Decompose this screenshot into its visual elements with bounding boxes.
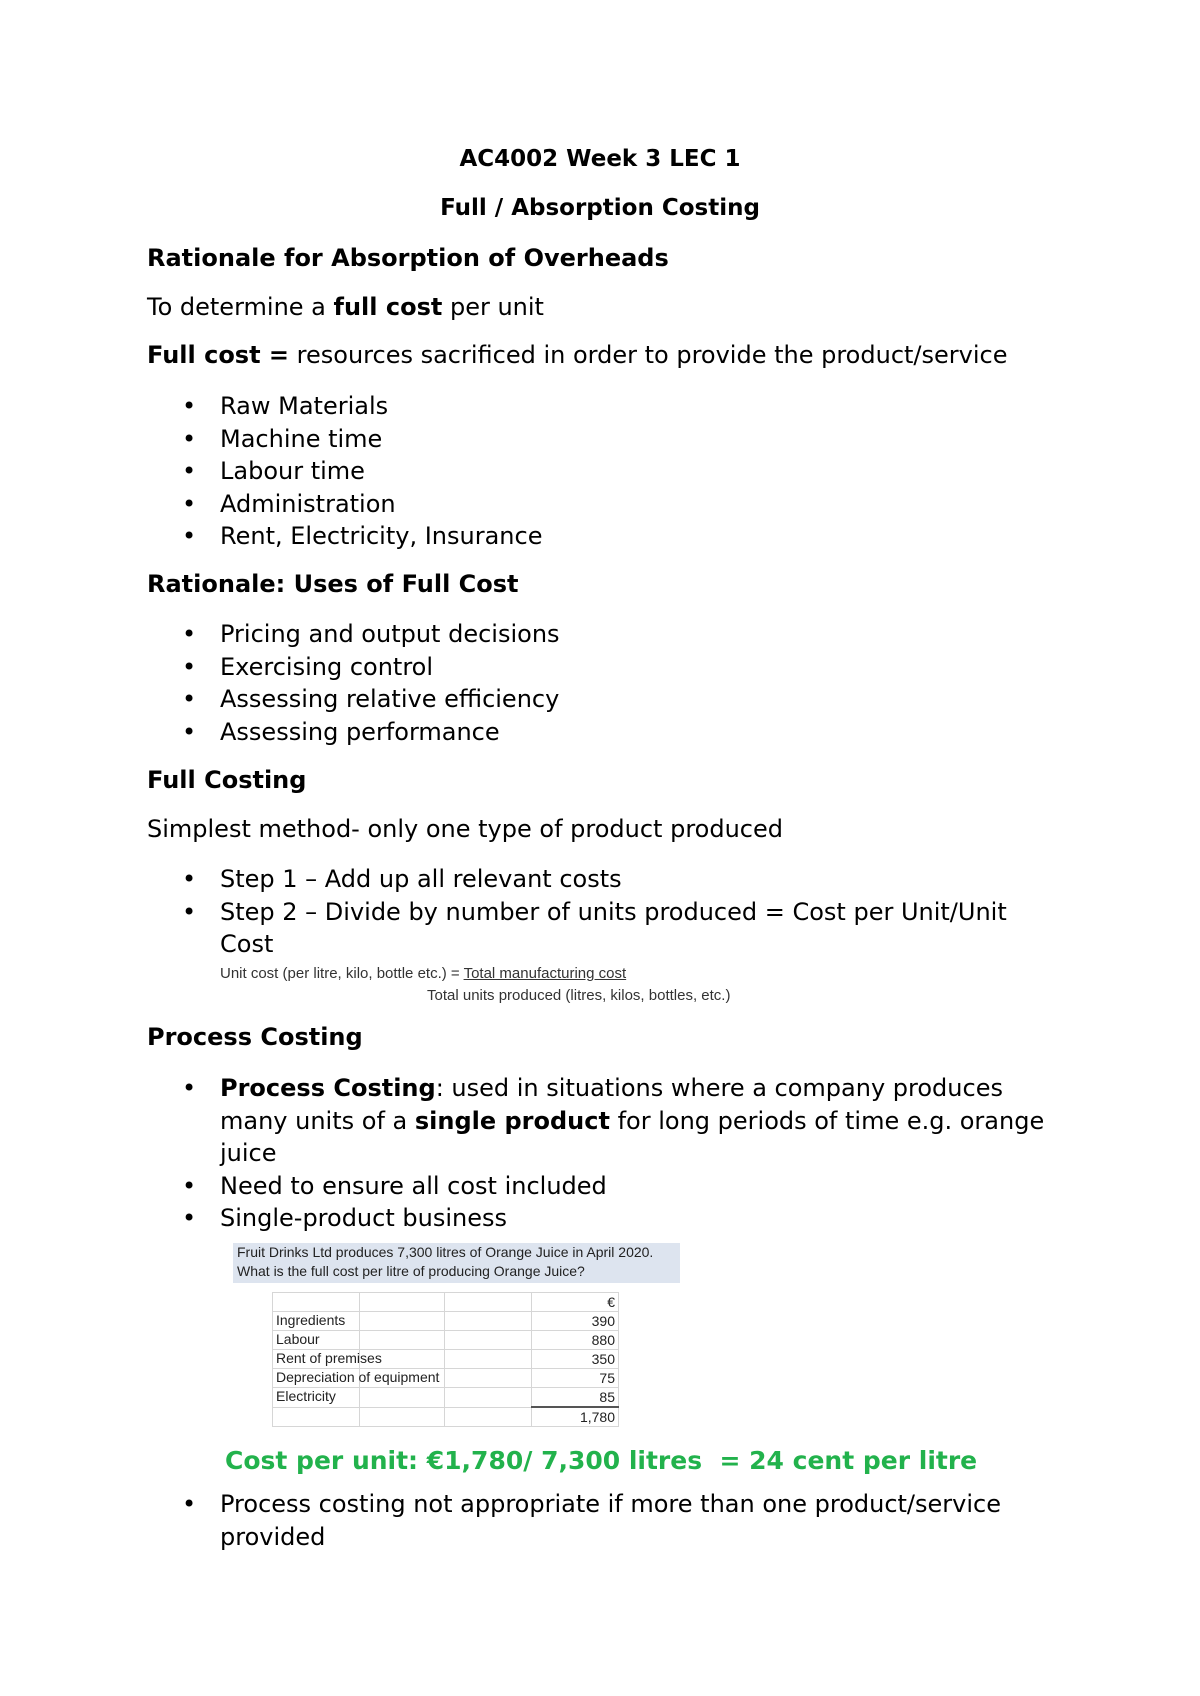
list-item: [0, 683, 560, 716]
list-item: [0, 488, 542, 521]
list-item-text: Raw Materials: [220, 392, 389, 420]
bullet-icon: •: [182, 392, 197, 420]
list-item-text: Exercising control: [220, 652, 434, 681]
list-item: [0, 716, 560, 749]
table-row: [273, 1293, 619, 1312]
bullet-icon: •: [182, 717, 197, 746]
cost-table: [272, 1292, 619, 1427]
table-row: [273, 1312, 619, 1331]
bullet-icon: •: [182, 685, 197, 713]
list-item-text: Assessing performance: [220, 717, 500, 746]
bold-text: full cost: [333, 293, 443, 321]
formula-lhs: Unit cost (per litre, kilo, bottle etc.) =: [220, 965, 464, 982]
bullet-icon: •: [182, 1171, 197, 1200]
bullet-icon: •: [182, 1204, 197, 1232]
list-item-text: Step 1 – Add up all relevant costs: [220, 865, 622, 893]
cost-value: 75: [532, 1369, 619, 1388]
cost-label: Depreciation of equipment: [276, 1369, 440, 1385]
formula-numerator: Total manufacturing cost: [463, 965, 627, 982]
text: To determine a: [147, 293, 334, 321]
table-row: [273, 1369, 619, 1388]
list-item: [0, 1202, 1060, 1235]
rationale-heading: Rationale for Absorption of Overheads: [147, 244, 669, 272]
list-item: [0, 651, 560, 684]
resources-list: [0, 390, 542, 553]
process-costing-heading: Process Costing: [147, 1023, 363, 1051]
cost-value: 85: [532, 1388, 619, 1408]
list-item-text: Machine time: [220, 424, 383, 453]
bullet-icon: •: [182, 897, 197, 926]
text: per unit: [442, 293, 544, 321]
text: resources sacrificed in order to provide the product/service: [289, 341, 1008, 369]
list-item: [0, 1072, 1060, 1170]
cost-total: 1,780: [532, 1407, 619, 1427]
table-row: [273, 1388, 619, 1408]
bullet-icon: •: [182, 652, 197, 681]
cost-value: 390: [532, 1312, 619, 1331]
bullet-icon: •: [182, 522, 197, 550]
list-item-text: Administration: [220, 489, 396, 518]
bullet-icon: •: [182, 865, 197, 893]
table-row: [273, 1407, 619, 1427]
bold-text: Full cost =: [147, 341, 290, 369]
list-item: [0, 896, 1060, 961]
cost-label: Rent of premises: [276, 1350, 382, 1366]
list-item: [0, 1170, 1060, 1203]
unit-cost-formula: [220, 965, 626, 982]
bullet-icon: •: [182, 1490, 197, 1518]
uses-heading: Rationale: Uses of Full Cost: [147, 570, 519, 598]
list-item: [0, 618, 560, 651]
bullet-icon: •: [182, 620, 197, 648]
list-item-text: Rent, Electricity, Insurance: [220, 522, 543, 550]
list-item-text: Single-product business: [220, 1204, 507, 1232]
cost-label: Electricity: [276, 1388, 336, 1404]
question-line: What is the full cost per litre of producing Orange Juice?: [237, 1263, 585, 1279]
final-list: [0, 1488, 1060, 1553]
list-item: [0, 520, 542, 553]
cost-label: Labour: [276, 1331, 320, 1347]
list-item-text: Process costing not appropriate if more than one product/service provided: [220, 1490, 1001, 1551]
table-row: [273, 1350, 619, 1369]
list-item-text: Need to ensure all cost included: [220, 1171, 607, 1200]
document-subtitle: Full / Absorption Costing: [440, 195, 760, 221]
process-list: [0, 1072, 1060, 1235]
bullet-icon: •: [182, 424, 197, 453]
text: for long periods of time e.g. orange juice: [220, 1106, 1045, 1167]
list-item: [0, 863, 1060, 896]
cost-label: Ingredients: [276, 1312, 346, 1328]
full-costing-heading: Full Costing: [147, 766, 307, 794]
table-row: [273, 1331, 619, 1350]
bold-text: single product: [414, 1106, 610, 1135]
cost-value: 880: [532, 1331, 619, 1350]
document-title: AC4002 Week 3 LEC 1: [459, 146, 741, 172]
cost-value: 350: [532, 1350, 619, 1369]
steps-list: [0, 863, 1060, 961]
list-item: [0, 390, 542, 423]
rationale-line: [147, 293, 544, 321]
question-box: [233, 1243, 680, 1283]
full-costing-intro: Simplest method- only one type of product produced: [147, 815, 783, 843]
bullet-icon: •: [182, 489, 197, 518]
question-line: Fruit Drinks Ltd produces 7,300 litres of Orange Juice in April 2020.: [237, 1244, 654, 1260]
bullet-icon: •: [182, 457, 197, 485]
list-item: [0, 455, 542, 488]
uses-list: [0, 618, 560, 748]
list-item: [0, 423, 542, 456]
currency-header: €: [532, 1293, 619, 1312]
list-item-text: Pricing and output decisions: [220, 620, 560, 648]
cost-per-unit-result: Cost per unit: €1,780/ 7,300 litres = 24 cent per litre: [225, 1446, 978, 1475]
formula-denominator: Total units produced (litres, kilos, bottles, etc.): [427, 987, 731, 1004]
list-item-text: Assessing relative efficiency: [220, 685, 560, 713]
bullet-icon: •: [182, 1074, 197, 1102]
bold-text: Process Costing: [220, 1074, 436, 1102]
list-item-text: Step 2 – Divide by number of units produced = Cost per Unit/Unit Cost: [220, 897, 1007, 958]
text: : used in situations where a company produces many units of a: [220, 1074, 1003, 1135]
full-cost-definition: [147, 341, 1007, 369]
list-item-text: Labour time: [220, 457, 365, 485]
list-item: [0, 1488, 1060, 1553]
